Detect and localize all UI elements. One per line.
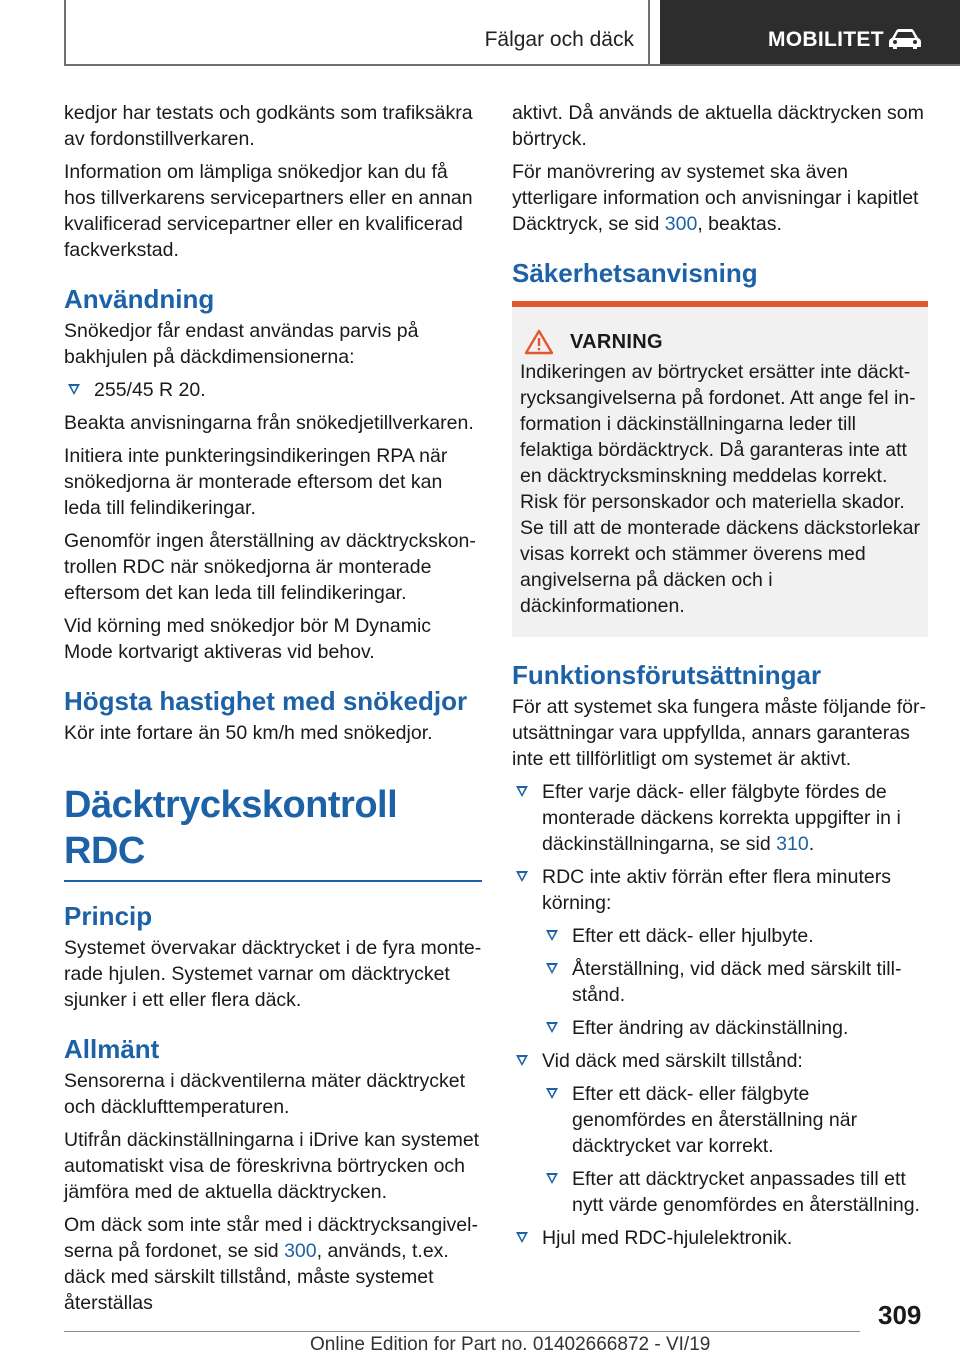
paragraph: Utifrån däckinställningarna i iDrive kan systemet automatiskt visa de föreskrivna börtrycken och jämföra med de aktuella däcktrycken. (64, 1129, 480, 1203)
heading-allmant: Allmänt (64, 1034, 160, 1064)
page-link-300[interactable]: 300 (664, 213, 698, 235)
triangle-bullet-icon (546, 1088, 558, 1099)
paragraph: Systemet övervakar däcktrycket i de fyra monterade hjulen. Systemet varnar om däcktrycket sjunker i ett eller flera däck. (64, 937, 482, 1011)
heading-hogsta-hastighet: Högsta hastighet med snökedjor (64, 686, 468, 716)
triangle-bullet-icon (546, 930, 558, 941)
page-link-310[interactable]: 310 (776, 833, 809, 855)
paragraph: kedjor har testats och godkänts som trafiksäkra av fordonstillverkaren. (64, 102, 473, 150)
paragraph: Sensorerna i däckventilerna mäter däcktrycket och däcklufttemperaturen. (64, 1070, 466, 1118)
sub-list-item (542, 1166, 928, 1218)
list-item-text: Återställning, vid däck med särskilt tillstånd. (572, 958, 902, 1006)
left-column (64, 100, 482, 1323)
paragraph: Beakta anvisningarna från snökedjetillverkaren. (64, 412, 474, 434)
chapter-heading-rdc: Däcktryckskontroll RDC (64, 782, 482, 882)
triangle-bullet-icon (68, 384, 80, 395)
footer-edition: Online Edition for Part no. 01402666872 - VI/19 (310, 1334, 711, 1355)
header-chapter-label: MOBILITET (768, 28, 884, 51)
warning-header (520, 329, 920, 355)
triangle-bullet-icon (546, 963, 558, 974)
paragraph: Kör inte fortare än 50 km/h med snökedjor. (64, 722, 433, 744)
list-item-text: Hjul med RDC-hjulelektronik. (542, 1227, 793, 1249)
list-item (512, 1048, 928, 1074)
triangle-bullet-icon (546, 1022, 558, 1033)
footer-rule (64, 1331, 860, 1332)
text: , beaktas. (697, 213, 782, 235)
paragraph: Snökedjor får endast användas parvis på bakhjulen på däckdimensionerna: (64, 320, 419, 368)
right-column (512, 100, 928, 1258)
list-item (512, 864, 928, 916)
triangle-bullet-icon (516, 871, 528, 882)
car-icon (888, 27, 922, 51)
text: Om däck som inte står med i däcktrycksangivelserna på fordonet, se sid (64, 1214, 478, 1262)
triangle-bullet-icon (516, 1232, 528, 1243)
warning-triangle-icon (524, 329, 554, 355)
list-item-text: Efter att däcktrycket anpassades till ett nytt värde genomfördes en återställning. (572, 1168, 920, 1216)
warning-box (512, 301, 928, 637)
paragraph: Information om lämpliga snökedjor kan du få hos tillverkarens servicepartners eller en annan kvalificerad servicepartner eller en kvalificerad fackverkstad. (64, 161, 473, 261)
text: . (808, 833, 815, 855)
header-rule (64, 64, 960, 66)
triangle-bullet-icon (546, 1173, 558, 1184)
triangle-bullet-icon (516, 1055, 528, 1066)
list-item-text: 255/45 R 20. (94, 379, 206, 401)
list-item-text: Efter ett däck- eller fälgbyte genomfördes en återställning när däcktrycket var korrekt. (572, 1083, 858, 1157)
sub-list-item (542, 1081, 928, 1159)
list-item (512, 1225, 928, 1251)
warning-title: VARNING (570, 331, 663, 353)
heading-funktionsforutsattningar: Funktionsförutsättningar (512, 660, 822, 690)
header-chapter-tab (660, 0, 960, 64)
text: Efter varje däck- eller fälgbyte fördes de monterade däckens korrekta uppgifter in i däckinställningarna, se sid (542, 781, 901, 855)
heading-princip: Princip (64, 901, 153, 931)
list-item-text: RDC inte aktiv förrän efter flera minuters körning: (542, 866, 891, 914)
paragraph: Vid körning med snökedjor bör M Dynamic Mode kortvarigt aktiveras vid behov. (64, 615, 432, 663)
paragraph (512, 159, 928, 237)
page-number: 309 (878, 1300, 922, 1330)
paragraph: Genomför ingen återställning av däcktryckskontrollen RDC när snökedjorna är monterade eftersom det kan leda till felindikeringar. (64, 530, 476, 604)
paragraph: Initiera inte punkteringsindikeringen RPA när snökedjorna är monterade eftersom det kan leda till felindikeringar. (64, 445, 448, 519)
text: , används, t.ex. däck med särskilt tillstånd, måste systemet återställas (64, 1240, 449, 1314)
sub-list-item (542, 956, 928, 1008)
heading-anvandning: Användning (64, 284, 215, 314)
sub-list-item (542, 923, 928, 949)
paragraph: aktivt. Då används de aktuella däcktrycken som börtryck. (512, 102, 924, 150)
header-section-tab (64, 0, 650, 66)
list-item (512, 779, 928, 857)
warning-text: Indikeringen av börtrycket ersätter inte däcktrycksangivelserna på fordonet. Att ange fel information i däckinställningarna leder till felaktiga bördäcktryck. Då garanteras inte att en däcktrycksminskning meddelas korrekt. Risk för personskador och materiella skador. Se till att de monterade däckens däckstorlekar visas korrekt och stämmer överens med angivelserna på däcken och i däckinformationen. (520, 361, 920, 617)
triangle-bullet-icon (516, 786, 528, 797)
list-item-text: Vid däck med särskilt tillstånd: (542, 1050, 803, 1072)
paragraph (64, 1212, 482, 1316)
paragraph: För att systemet ska fungera måste följande förutsättningar vara uppfyllda, annars garanteras inte ett tillförlitligt om systemet är aktivt. (512, 696, 927, 770)
list-item (64, 377, 482, 403)
heading-sakerhetsanvisning: Säkerhetsanvisning (512, 258, 758, 288)
list-item-text: Efter ett däck- eller hjulbyte. (572, 925, 814, 947)
header-section-label: Fälgar och däck (484, 28, 634, 51)
page-link-300[interactable]: 300 (284, 1240, 317, 1262)
sub-list-item (542, 1015, 928, 1041)
list-item-text: Efter ändring av däckinställning. (572, 1017, 849, 1039)
text: För manövrering av systemet ska även ytterligare information och anvisningar i kapitlet Däcktryck, se sid (512, 161, 919, 235)
